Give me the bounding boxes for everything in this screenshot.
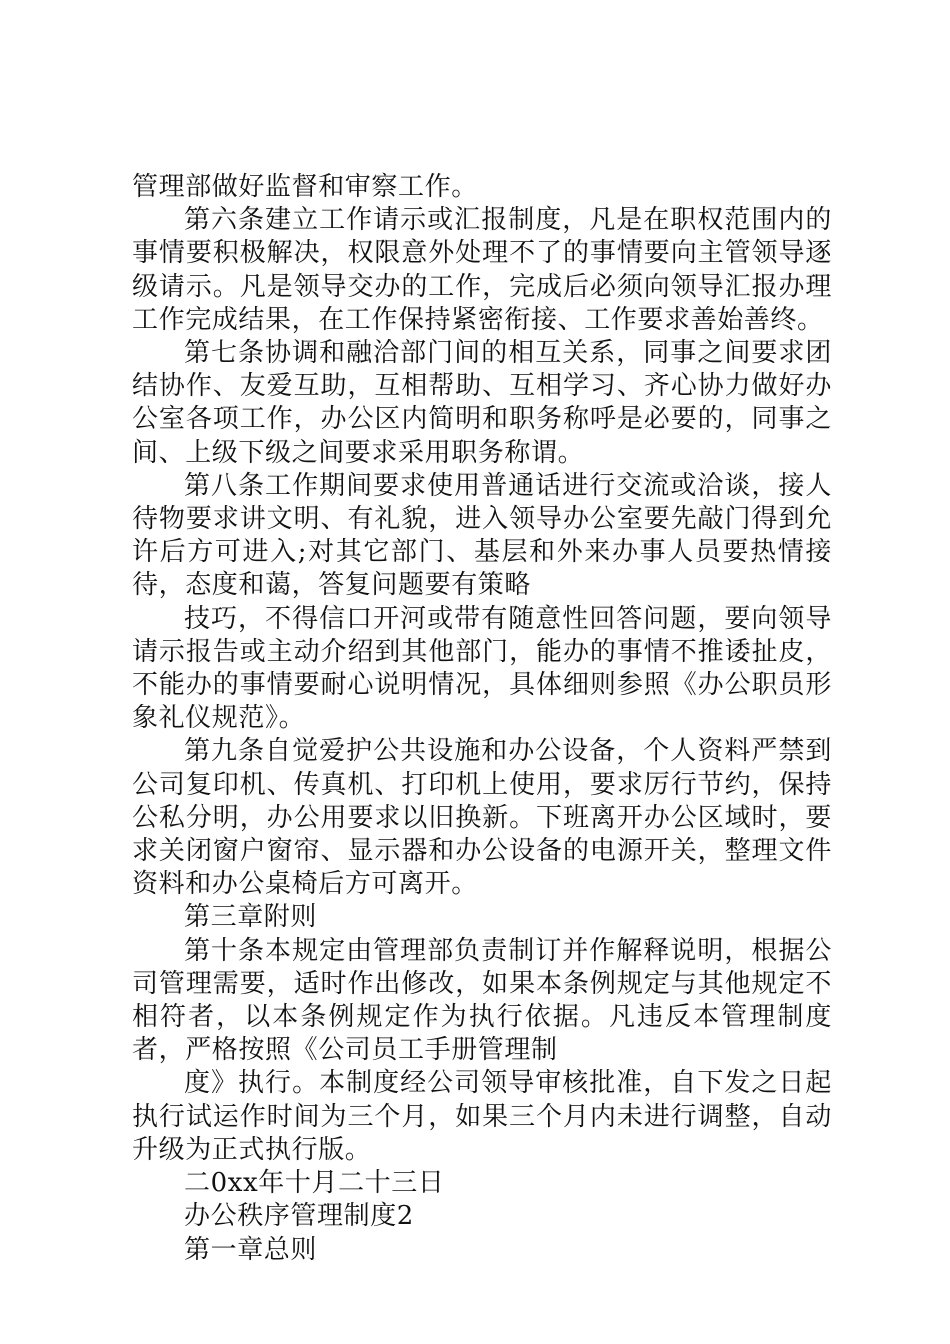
paragraph-article-6: 第六条建立工作请示或汇报制度，凡是在职权范围内的事情要积极解决，权限意外处理不了的事情要向主管领导逐级请示。凡是领导交办的工作，完成后必须向领导汇报办理工作完成结果，在工作保持紧密衔接、工作要求善始善终。: [132, 205, 832, 335]
chapter-heading-3: 第三章附则: [184, 902, 318, 933]
paragraph-article-9: 第九条自觉爱护公共设施和办公设备，个人资料严禁到公司复印机、传真机、打印机上使用，要求厉行节约，保持公私分明，办公用要求以旧换新。下班离开办公区域时，要求关闭窗户窗帘、显示器和办公设备的电源开关，整理文件资料和办公桌椅后方可离开。: [132, 736, 832, 900]
paragraph-article-8-continued: 技巧，不得信口开河或带有随意性回答问题，要向领导请示报告或主动介绍到其他部门，能办的事情不推诿扯皮，不能办的事情要耐心说明情况，具体细则参照《办公职员形象礼仪规范》。: [132, 603, 832, 734]
paragraph-article-8: 第八条工作期间要求使用普通话进行交流或洽谈，接人待物要求讲文明、有礼貌，进入领导办公室要先敲门得到允许后方可进入;对其它部门、基层和外来办事人员要热情接待，态度和蔼，答复问题要有策略: [132, 470, 832, 601]
paragraph-continuation: 管理部做好监督和审察工作。: [132, 172, 478, 202]
paragraph-article-10: 第十条本规定由管理部负责制订并作解释说明，根据公司管理需要，适时作出修改，如果本条例规定与其他规定不相符者，以本条例规定作为执行依据。凡违反本管理制度者，严格按照《公司员工手册管理制: [132, 935, 832, 1066]
paragraph-article-7: 第七条协调和融洽部门间的相互关系，同事之间要求团结协作、友爱互助，互相帮助、互相学习、齐心协力做好办公室各项工作，办公区内简明和职务称呼是必要的，同事之间、上级下级之间要求采用职务称谓。: [132, 338, 832, 468]
paragraph-article-10-continued: 度》执行。本制度经公司领导审核批准，自下发之日起执行试运作时间为三个月，如果三个月内未进行调整，自动升级为正式执行版。: [132, 1068, 832, 1165]
document-date: 二0xx年十月二十三日: [184, 1168, 445, 1199]
chapter-heading-1: 第一章总则: [184, 1234, 318, 1265]
document-title-2: 办公秩序管理制度2: [184, 1201, 414, 1232]
document-body: [132, 171, 832, 1267]
